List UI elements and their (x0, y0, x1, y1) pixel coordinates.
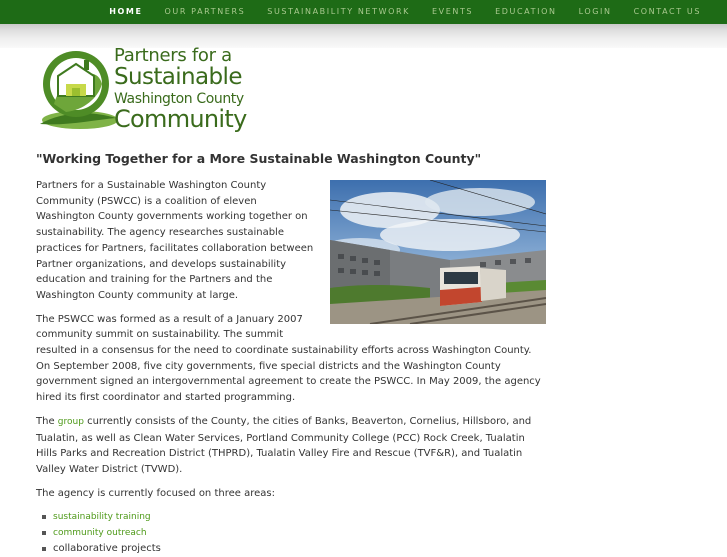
focus-list (36, 509, 546, 557)
logo-emblem-icon (36, 46, 118, 132)
nav-login[interactable]: LOGIN (578, 7, 612, 16)
site-logo[interactable] (36, 46, 256, 132)
list-item (53, 525, 546, 541)
history-paragraph: The PSWCC was formed as a result of a January 2007 community summit on sustainability. The summit resulted in a consensus for the need to coordinate sustainability efforts across Washington County. On September 2008, five city governments, five special districts and the Washington County government signed an intergovernmental agreement to create the PSWCC. In May 2009, the agency hired its first coordinator and started programming. (36, 313, 541, 404)
logo-line-1: Partners for a (114, 45, 232, 66)
collaborative-projects-text: collaborative projects (53, 543, 161, 555)
nav-sustainability-network[interactable]: SUSTAINABILITY NETWORK (267, 7, 410, 16)
main-content (36, 150, 546, 557)
top-nav (0, 0, 727, 24)
sustainability-training-link[interactable]: sustainability training (53, 512, 151, 523)
nav-our-partners[interactable]: OUR PARTNERS (164, 7, 246, 16)
bullet-icon (42, 547, 46, 551)
logo-line-4: Community (114, 105, 247, 133)
list-item (53, 509, 546, 525)
logo-line-2: Sustainable (114, 64, 242, 90)
nav-education[interactable]: EDUCATION (495, 7, 557, 16)
bullet-icon (42, 531, 46, 535)
nav-home[interactable]: HOME (109, 7, 143, 16)
nav-contact-us[interactable]: CONTACT US (633, 7, 701, 16)
nav-events[interactable]: EVENTS (431, 7, 474, 16)
light-rail-photo (330, 180, 546, 324)
logo-text (114, 46, 259, 131)
focus-intro: The agency is currently focused on three areas: (36, 487, 275, 499)
members-paragraph: The group currently consists of the County, the cities of Banks, Beaverton, Cornelius, Hillsboro, and Tualatin, as well as Clean Water Services, Portland Community College (PCC) Rock Creek, Tualatin Hills Parks and Recreation District (THPRD), Tualatin Valley Fire and Rescue (TVF&R), and Tualatin Valley Water District (TVWD). (36, 415, 532, 475)
page-heading: "Working Together for a More Sustainable Washington County" (36, 151, 482, 166)
community-outreach-link[interactable]: community outreach (53, 528, 147, 539)
header-shade (0, 24, 727, 48)
group-link[interactable]: group (57, 416, 84, 427)
bullet-icon (42, 515, 46, 519)
logo-line-3: Washington County (114, 91, 244, 107)
list-item (53, 541, 546, 557)
intro-paragraph: Partners for a Sustainable Washington County Community (PSWCC) is a coalition of eleven Washington County governments working together on sustainability. The agency researches sustainable practices for Partners, facilitates collaboration between Partner organizations, and develops sustainability education and training for the Partners and the Washington County community at large. (36, 180, 314, 301)
